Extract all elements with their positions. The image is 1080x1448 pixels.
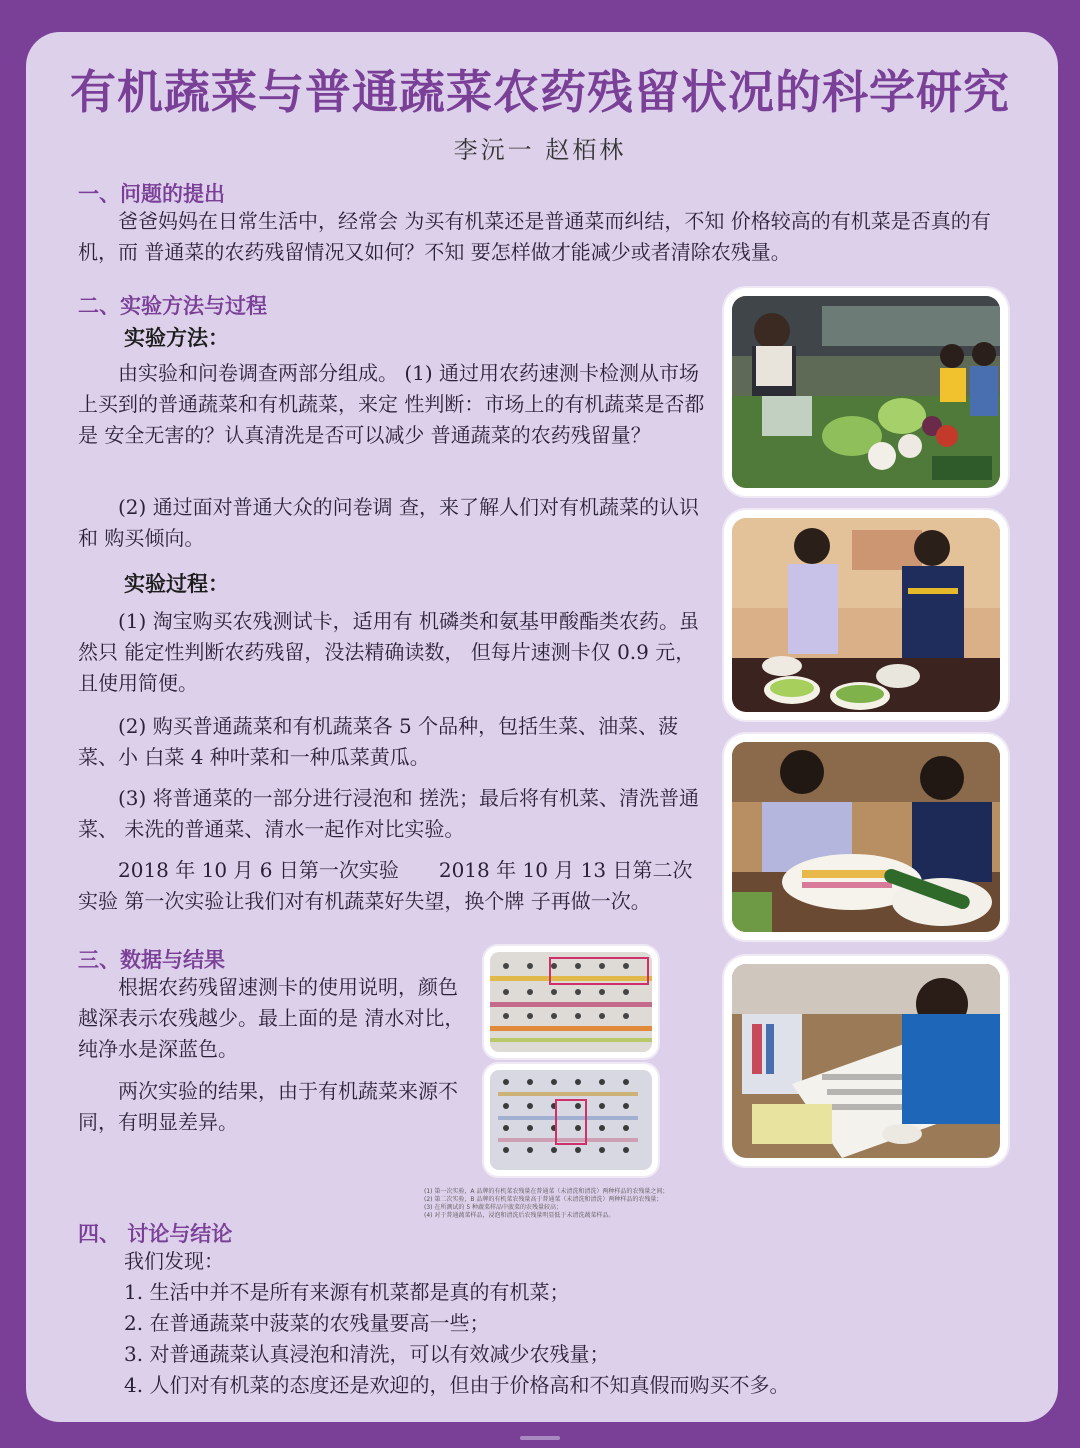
- finding-4: 4. 人们对有机菜的态度还是欢迎的，但由于价格高和不知真假而购买不多。: [124, 1373, 790, 1397]
- findings-intro: 我们发现：: [124, 1249, 224, 1273]
- process-title: 实验过程：: [124, 572, 229, 596]
- authors: 李沅一 赵栢林: [453, 136, 627, 164]
- result-note-4: (4) 对于普通蔬菜样品，浸泡和清洗后农残量明显低于未清洗蔬菜样品。: [424, 1212, 615, 1219]
- result-note-2: (2) 第二次实验，B 品牌的有机菜农残量高于普通菜（未清洗和清洗）两种样品的农残量；: [424, 1196, 663, 1203]
- test-card-photo-1: [484, 946, 658, 1058]
- section1-text: 爸爸妈妈在日常生活中，经常会 为买有机菜还是普通菜而纠结，不知 价格较高的有机菜是否真的有机，而 普通菜的农药残留情况又如何？不知 要怎样做才能减少或者清除农残量。: [78, 209, 991, 264]
- page-footer-mark: [520, 1436, 560, 1440]
- section3-heading: 三、数据与结果: [78, 947, 225, 972]
- results-paragraph-2: 两次实验的结果，由于有机蔬菜来源不同，有明显差异。: [78, 1079, 458, 1134]
- kids-preparing-photo: [724, 510, 1008, 720]
- process-paragraph-3: (3) 将普通菜的一部分进行浸泡和 搓洗；最后将有机菜、清洗普通菜、 未洗的普通菜、清水一起作对比实验。: [78, 786, 700, 841]
- section2-heading: 二、实验方法与过程: [78, 293, 267, 318]
- finding-2: 2. 在普通蔬菜中菠菜的农残量要高一些；: [124, 1311, 490, 1335]
- results-paragraph-1: 根据农药残留速测卡的使用说明，颜色越深表示农残越少。最上面的是 清水对比，纯净水是深蓝色。: [78, 975, 465, 1061]
- method-title: 实验方法：: [124, 326, 229, 350]
- finding-1: 1. 生活中并不是所有来源有机菜都是真的有机菜；: [124, 1280, 570, 1304]
- process-paragraph-2: (2) 购买普通蔬菜和有机蔬菜各 5 个品种，包括生菜、油菜、菠菜、小 白菜 4 种叶菜和一种瓜菜黄瓜。: [78, 714, 679, 769]
- result-note-3: (3) 在所测试的 5 种蔬菜样品中菠菜的农残量较高；: [424, 1204, 563, 1211]
- process-paragraph-4: 2018 年 10 月 6 日第一次实验 2018 年 10 月 13 日第二次实验 第一次实验让我们对有机蔬菜好失望，换个牌 子再做一次。: [78, 858, 693, 913]
- test-card-photo-2: [484, 1064, 658, 1176]
- process-paragraph-1: (1) 淘宝购买农残测试卡，适用有 机磷类和氨基甲酸酯类农药。虽然只 能定性判断农药残留，没法精确读数， 但每片速测卡仅 0.9 元，且使用简便。: [78, 609, 700, 695]
- kid-recording-photo: [724, 956, 1008, 1166]
- method-paragraph-2: (2) 通过面对普通大众的问卷调 查，来了解人们对有机蔬菜的认识和 购买倾向。: [78, 495, 700, 550]
- poster-title: 有机蔬菜与普通蔬菜农药残留状况的科学研究: [70, 65, 1010, 119]
- finding-3: 3. 对普通蔬菜认真浸泡和清洗，可以有效减少农残量；: [124, 1342, 610, 1366]
- result-note-1: (1) 第一次实验，A 品牌的有机菜农残量在普通菜（未清洗和清洗）两种样品的农残量之间；: [424, 1188, 669, 1195]
- method-paragraph-1: 由实验和问卷调查两部分组成。 (1) 通过用农药速测卡检测从市场上买到的普通蔬菜和有机蔬菜，来定 性判断：市场上的有机蔬菜是否都是 安全无害的？认真清洗是否可以减少 普通蔬菜的农药残留量？: [78, 361, 705, 447]
- market-photo: [724, 288, 1008, 496]
- section4-heading: 四、 讨论与结论: [78, 1221, 233, 1246]
- section1-heading: 一、问题的提出: [78, 181, 225, 206]
- kids-testing-photo: [724, 734, 1008, 940]
